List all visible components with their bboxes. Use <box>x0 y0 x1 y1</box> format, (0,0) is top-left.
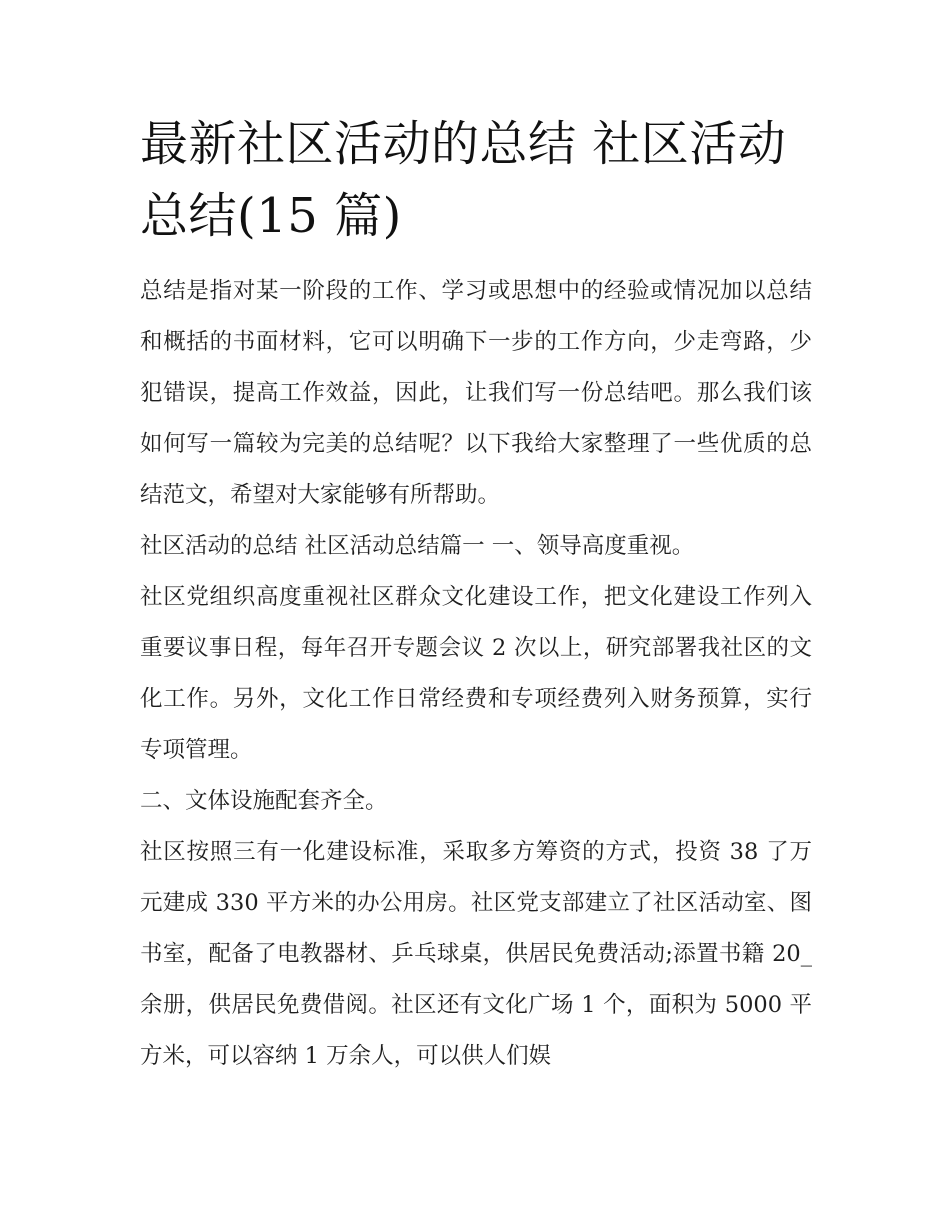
body-paragraph-facilities: 社区按照三有一化建设标准，采取多方筹资的方式，投资 38 了万元建成 330 平方米的办公用房。社区党支部建立了社区活动室、图书室，配备了电教器材、乒乓球桌，供居民免费活动;添置书籍 20_余册，供居民免费借阅。社区还有文化广场 1 个，面积为 5000 平方米，可以容纳 1 万余人，可以供人们娱 <box>140 839 812 1069</box>
section-heading-one: 社区活动的总结 社区活动总结篇一 一、领导高度重视。 <box>140 533 695 559</box>
body-paragraph-leadership: 社区党组织高度重视社区群众文化建设工作，把文化建设工作列入重要议事日程，每年召开专题会议 2 次以上，研究部署我社区的文化工作。另外，文化工作日常经费和专项经费列入财务预算，实行专项管理。 <box>140 584 812 763</box>
section-heading-two: 二、文体设施配套齐全。 <box>140 788 388 814</box>
intro-paragraph: 总结是指对某一阶段的工作、学习或思想中的经验或情况加以总结和概括的书面材料，它可以明确下一步的工作方向，少走弯路，少犯错误，提高工作效益，因此，让我们写一份总结吧。那么我们该如何写一篇较为完美的总结呢？以下我给大家整理了一些优质的总结范文，希望对大家能够有所帮助。 <box>140 278 812 508</box>
document-title: 最新社区活动的总结 社区活动总结(15 篇) <box>140 116 787 244</box>
